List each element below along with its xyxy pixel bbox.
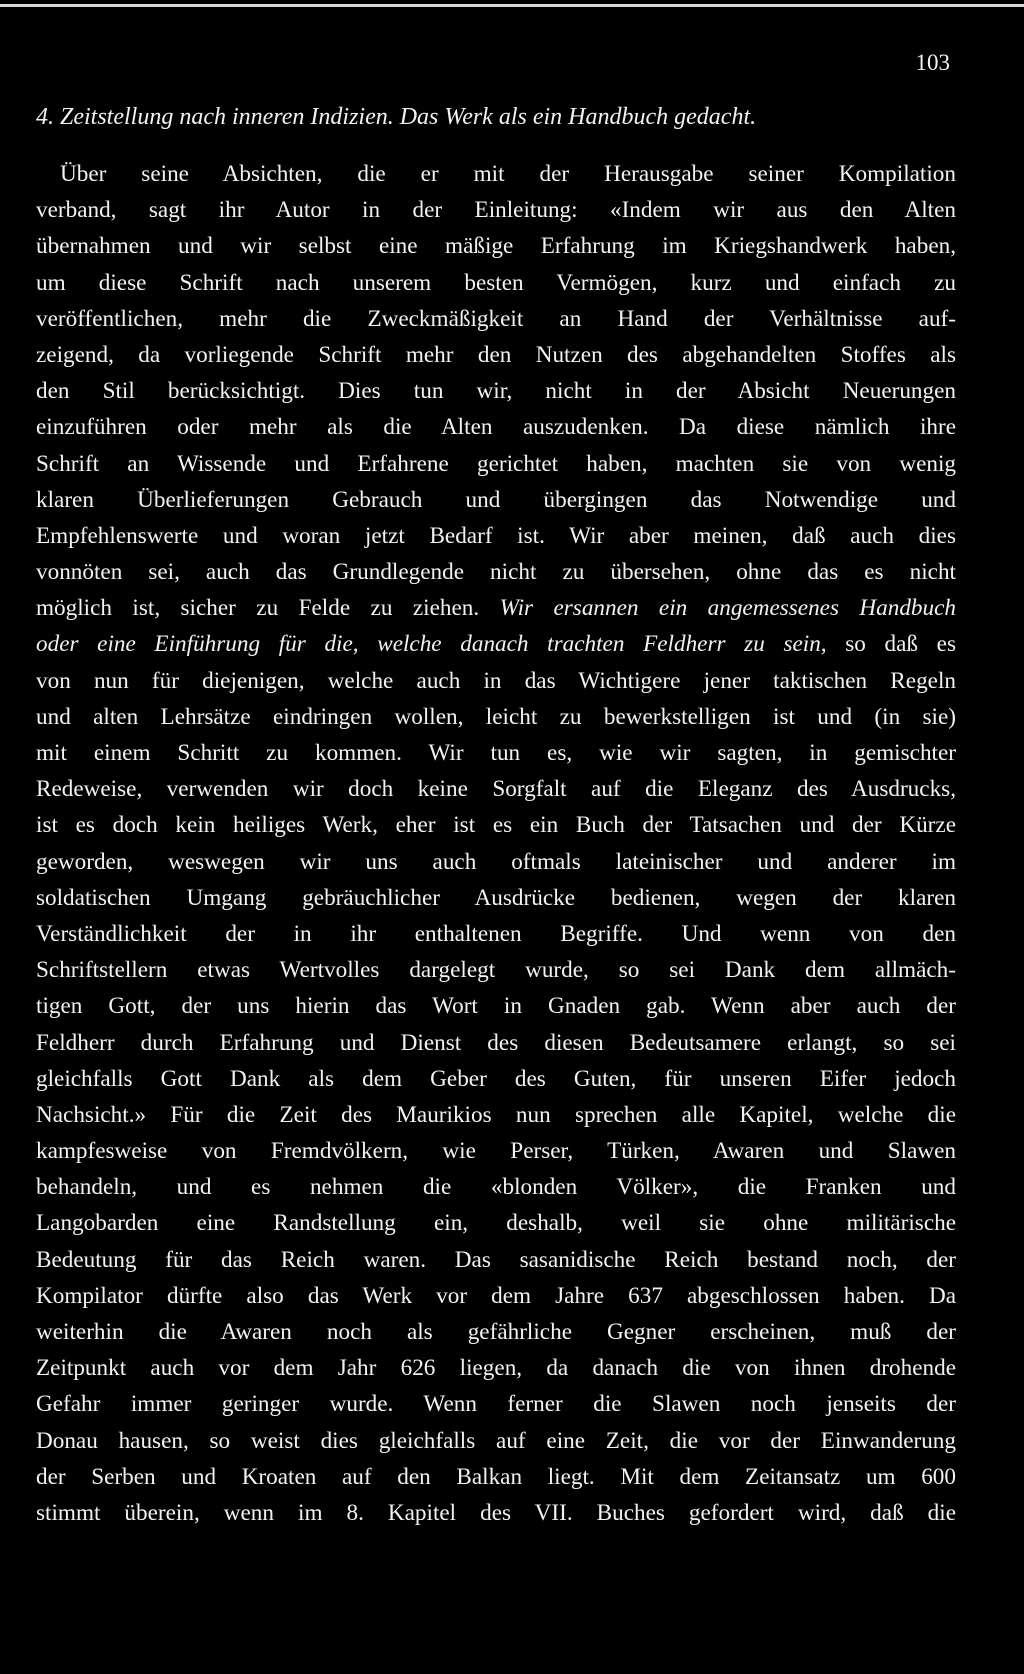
text-line: tigen Gott, der uns hierin das Wort in Gnaden gab. Wenn aber auch der xyxy=(36,993,956,1020)
text-line: Redeweise, verwenden wir doch keine Sorgfalt auf die Eleganz des Ausdrucks, xyxy=(36,776,956,803)
text-line: Nachsicht.» Für die Zeit des Maurikios nun sprechen alle Kapitel, welche die xyxy=(36,1101,956,1128)
text-line: Empfehlenswerte und woran jetzt Bedarf ist. Wir aber meinen, daß auch dies xyxy=(36,522,956,549)
text-line: Bedeutung für das Reich waren. Das sasanidische Reich bestand noch, der xyxy=(36,1246,956,1273)
text-line: Feldherr durch Erfahrung und Dienst des diesen Bedeutsamere erlangt, so sei xyxy=(36,1029,956,1056)
text-line: möglich ist, sicher zu Felde zu ziehen. Wir ersannen ein angemessenes Handbuch xyxy=(36,595,957,622)
text-line: Gefahr immer geringer wurde. Wenn ferner die Slawen noch jenseits der xyxy=(36,1391,956,1418)
text-line: Schrift an Wissende und Erfahrene gerichtet haben, machten sie von wenig xyxy=(36,450,956,477)
text-line: zeigend, da vorliegende Schrift mehr den Nutzen des abgehandelten Stoffes als xyxy=(36,341,956,368)
text-line: einzuführen oder mehr als die Alten auszudenken. Da diese nämlich ihre xyxy=(36,414,956,441)
text-line: geworden, weswegen wir uns auch oftmals lateinischer und anderer im xyxy=(36,848,956,875)
text-line: ist es doch kein heiliges Werk, eher ist es ein Buch der Tatsachen und der Kürze xyxy=(36,812,956,839)
text-line: Schriftstellern etwas Wertvolles dargelegt wurde, so sei Dank dem allmäch- xyxy=(36,957,956,984)
text-line: veröffentlichen, mehr die Zweckmäßigkeit an Hand der Verhältnisse auf- xyxy=(36,305,956,332)
top-rule xyxy=(0,4,1024,7)
text-line: übernahmen und wir selbst eine mäßige Erfahrung im Kriegshandwerk haben, xyxy=(36,233,956,260)
text-line: behandeln, und es nehmen die «blonden Völker», die Franken und xyxy=(36,1174,956,1201)
italic-emphasis: Wir ersannen ein angemessenes Handbuch xyxy=(499,595,957,622)
text-line: um diese Schrift nach unserem besten Vermögen, kurz und einfach zu xyxy=(36,269,956,296)
italic-emphasis: oder eine Einführung für die, welche danach trachten Feldherr zu sein, xyxy=(36,631,827,658)
text-line: weiterhin die Awaren noch als gefährliche Gegner erscheinen, muß der xyxy=(36,1319,956,1345)
text-line: oder eine Einführung für die, welche danach trachten Feldherr zu sein, so daß es xyxy=(36,631,956,658)
text-line: soldatischen Umgang gebräuchlicher Ausdrücke bedienen, wegen der klaren xyxy=(36,884,956,911)
text-line: mit einem Schritt zu kommen. Wir tun es, wie wir sagten, in gemischter xyxy=(36,740,956,766)
text-line: der Serben und Kroaten auf den Balkan liegt. Mit dem Zeitansatz um 600 xyxy=(36,1463,956,1490)
text-line: Verständlichkeit der in ihr enthaltenen Begriffe. Und wenn von den xyxy=(36,920,956,947)
page-number: 103 xyxy=(915,50,950,75)
text-line: von nun für diejenigen, welche auch in das Wichtigere jener taktischen Regeln xyxy=(36,667,956,694)
text-line: vonnöten sei, auch das Grundlegende nicht zu übersehen, ohne das es nicht xyxy=(36,559,956,586)
text-line: Donau hausen, so weist dies gleichfalls auf eine Zeit, die vor der Einwanderung xyxy=(36,1427,956,1454)
text-line: stimmt überein, wenn im 8. Kapitel des VII. Buches gefordert wird, daß die xyxy=(36,1499,956,1526)
text-line: gleichfalls Gott Dank als dem Geber des Guten, für unseren Eifer jedoch xyxy=(36,1065,956,1092)
text-line: verband, sagt ihr Autor in der Einleitung: «Indem wir aus den Alten xyxy=(36,197,956,224)
text-line: klaren Überlieferungen Gebrauch und übergingen das Notwendige und xyxy=(36,486,956,513)
text-line: Kompilator dürfte also das Werk vor dem Jahre 637 abgeschlossen haben. Da xyxy=(36,1282,956,1309)
body-text xyxy=(36,156,956,1531)
text-line: Langobarden eine Randstellung ein, deshalb, weil sie ohne militärische xyxy=(36,1210,956,1237)
text-line: kampfesweise von Fremdvölkern, wie Perser, Türken, Awaren und Slawen xyxy=(36,1138,956,1165)
text-line: Zeitpunkt auch vor dem Jahr 626 liegen, da danach die von ihnen drohende xyxy=(36,1355,956,1382)
text-line: den Stil berücksichtigt. Dies tun wir, nicht in der Absicht Neuerungen xyxy=(36,378,956,405)
section-heading: 4. Zeitstellung nach inneren Indizien. Das Werk als ein Handbuch gedacht. xyxy=(36,104,757,130)
text-line: und alten Lehrsätze eindringen wollen, leicht zu bewerkstelligen ist und (in sie) xyxy=(36,703,956,730)
text-line: Über seine Absichten, die er mit der Herausgabe seiner Kompilation xyxy=(60,161,956,187)
